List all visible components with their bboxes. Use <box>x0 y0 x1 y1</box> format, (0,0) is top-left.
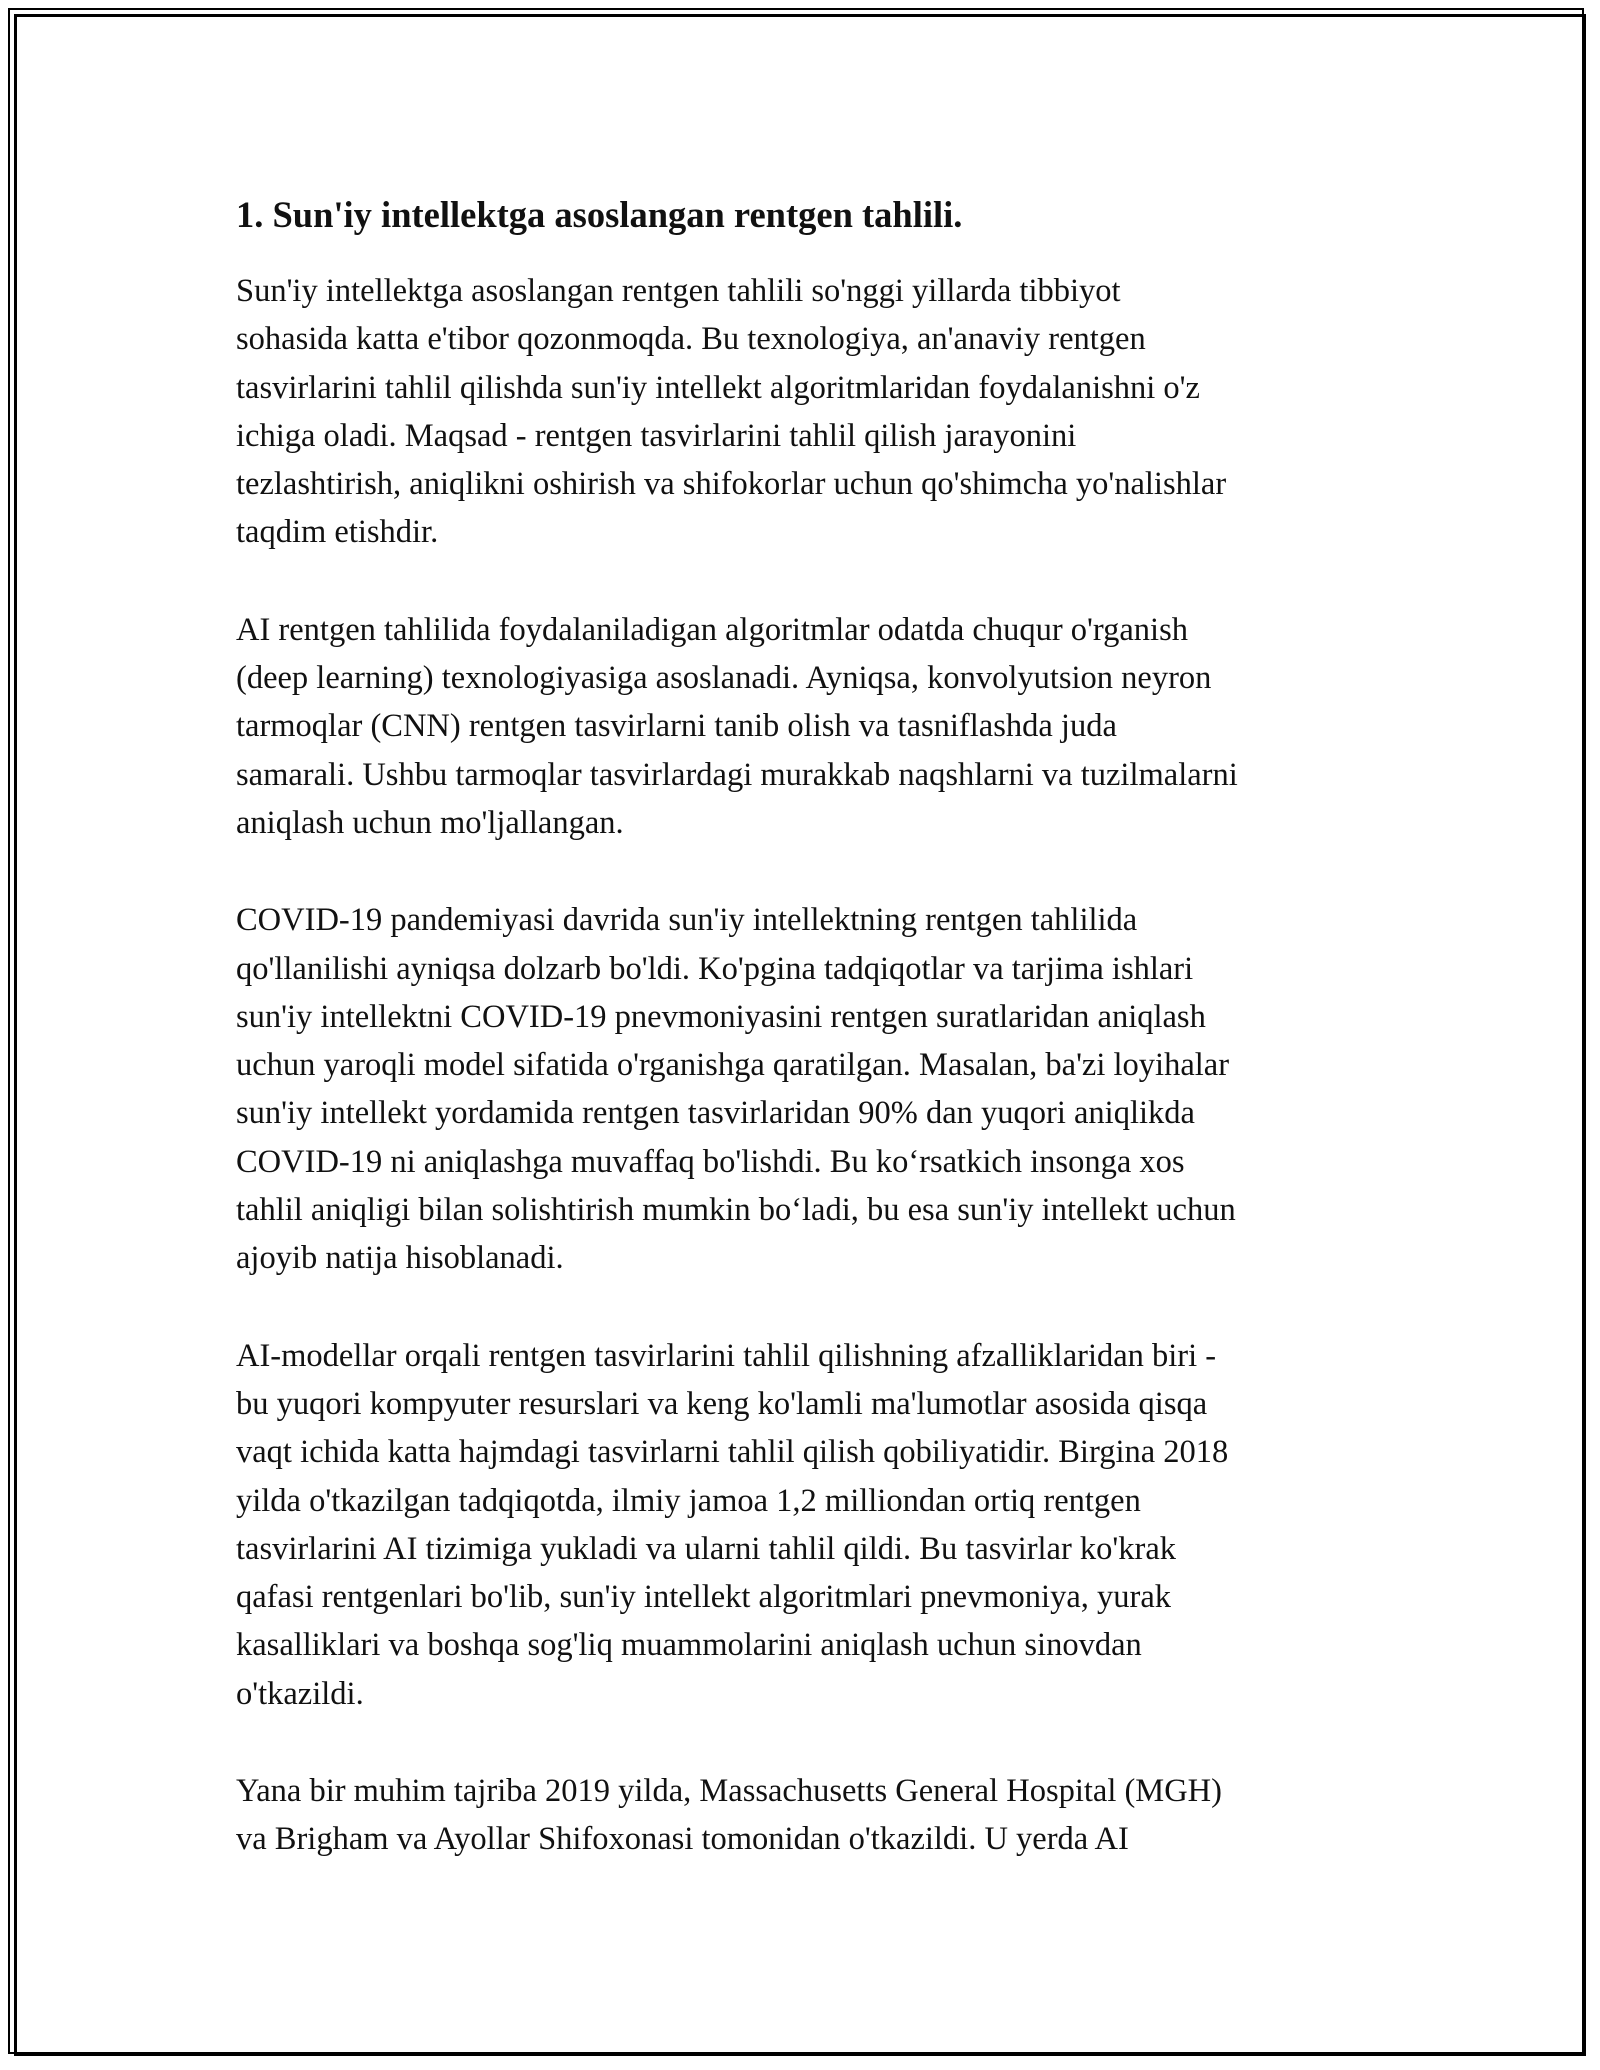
text-line: (deep learning) texnologiyasiga asoslanadi. Ayniqsa, konvolyutsion neyron <box>236 660 1212 697</box>
text-line: uchun yaroqli model sifatida o'rganishga qaratilgan. Masalan, ba'zi loyihalar <box>236 1047 1230 1084</box>
text-line: sun'iy intellektni COVID-19 pnevmoniyasini rentgen suratlaridan aniqlash <box>236 998 1206 1035</box>
text-line: qo'llanilishi ayniqsa dolzarb bo'ldi. Ko'pgina tadqiqotlar va tarjima ishlari <box>236 950 1194 987</box>
paragraph-algorithms <box>236 606 1376 847</box>
document-body <box>236 185 1376 1913</box>
text-line: yilda o'tkazilgan tadqiqotda, ilmiy jamoa 1,2 milliondan ortiq rentgen <box>236 1482 1141 1519</box>
paragraph-mgh <box>236 1767 1376 1864</box>
text-line: COVID-19 ni aniqlashga muvaffaq bo'lishdi. Bu ko‘rsatkich insonga xos <box>236 1143 1185 1180</box>
text-line: sohasida katta e'tibor qozonmoqda. Bu texnologiya, an'anaviy rentgen <box>236 321 1146 358</box>
section-heading: 1. Sun'iy intellektga asoslangan rentgen tahlili. <box>236 194 963 235</box>
text-line: sun'iy intellekt yordamida rentgen tasvirlaridan 90% dan yuqori aniqlikda <box>236 1095 1195 1132</box>
text-line: tahlil aniqligi bilan solishtirish mumkin bo‘ladi, bu esa sun'iy intellekt uchun <box>236 1192 1236 1229</box>
text-line: ichiga oladi. Maqsad - rentgen tasvirlarini tahlil qilish jarayonini <box>236 417 1077 454</box>
text-line: ajoyib natija hisoblanadi. <box>236 1240 564 1277</box>
text-line: tarmoqlar (CNN) rentgen tasvirlarni tanib olish va tasniflashda juda <box>236 708 1117 745</box>
paragraph-advantages <box>236 1332 1376 1718</box>
text-line: Sun'iy intellektga asoslangan rentgen tahlili so'nggi yillarda tibbiyot <box>236 273 1121 309</box>
text-line: COVID-19 pandemiyasi davrida sun'iy intellektning rentgen tahlilida <box>236 902 1138 939</box>
text-line: kasalliklari va boshqa sog'liq muammolarini aniqlash uchun sinovdan <box>236 1627 1142 1664</box>
text-line: vaqt ichida katta hajmdagi tasvirlarni tahlil qilish qobiliyatidir. Birgina 2018 <box>236 1434 1229 1471</box>
text-line: AI-modellar orqali rentgen tasvirlarini tahlil qilishning afzalliklaridan biri - <box>236 1337 1217 1374</box>
text-line: qafasi rentgenlari bo'lib, sun'iy intellekt algoritmlari pnevmoniya, yurak <box>236 1579 1172 1616</box>
paragraph-intro <box>236 267 1376 557</box>
text-line: tasvirlarini AI tizimiga yukladi va ularni tahlil qildi. Bu tasvirlar ko'krak <box>236 1530 1177 1567</box>
text-line: Yana bir muhim tajriba 2019 yilda, Massachusetts General Hospital (MGH) <box>236 1773 1222 1810</box>
text-line: tezlashtirish, aniqlikni oshirish va shifokorlar uchun qo'shimcha yo'nalishlar <box>236 466 1227 503</box>
text-line: bu yuqori kompyuter resurslari va keng ko'lamli ma'lumotlar asosida qisqa <box>236 1385 1208 1422</box>
text-line: va Brigham va Ayollar Shifoxonasi tomonidan o'tkazildi. U yerda AI <box>236 1821 1129 1858</box>
text-line: o'tkazildi. <box>236 1675 364 1712</box>
text-line: taqdim etishdir. <box>236 514 439 551</box>
text-line: samarali. Ushbu tarmoqlar tasvirlardagi murakkab naqshlarni va tuzilmalarni <box>236 756 1238 793</box>
text-line: AI rentgen tahlilida foydalaniladigan algoritmlar odatda chuqur o'rganish <box>236 611 1188 648</box>
text-line: aniqlash uchun mo'ljallangan. <box>236 804 624 841</box>
paragraph-covid <box>236 896 1376 1282</box>
text-line: tasvirlarini tahlil qilishda sun'iy intellekt algoritmlaridan foydalanishni o'z <box>236 369 1200 406</box>
